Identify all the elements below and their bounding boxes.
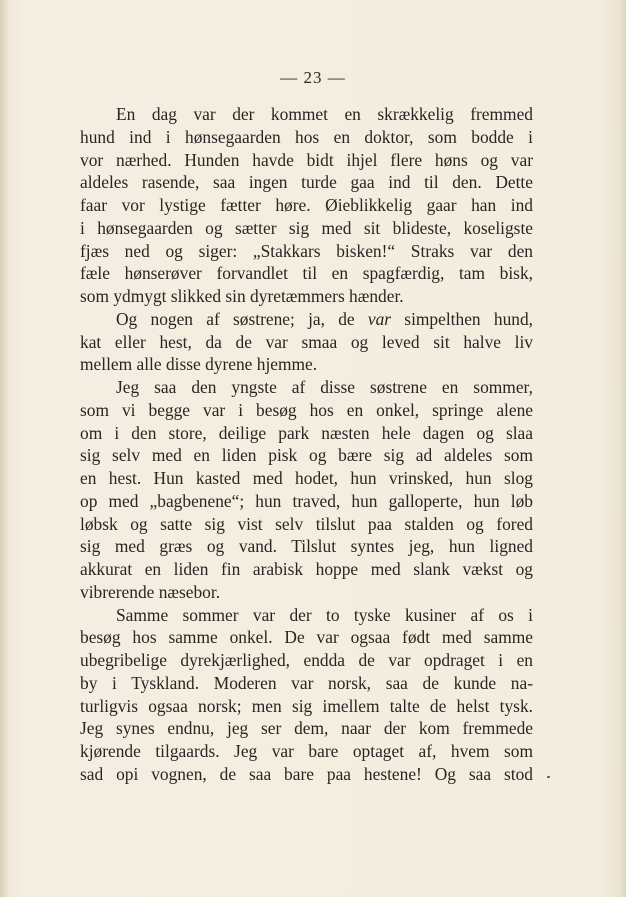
- text-line: en hest. Hun kasted med hodet, hun vrinsked, hun slog: [80, 468, 533, 488]
- text-line: akkurat en liden fin arabisk hoppe med slank vækst og: [80, 559, 533, 579]
- text-line: faar vor lystige fætter høre. Øieblikkelig gaar han ind: [80, 195, 533, 215]
- text-line: fjæs ned og siger: „Stakkars bisken!“ Straks var den: [80, 240, 533, 261]
- text-line: sig selv med en liden pisk og bære sig ad aldeles som: [80, 445, 533, 466]
- text-line: vibrerende næsebor.: [80, 581, 221, 602]
- text-line: by i Tyskland. Moderen var norsk, saa de kunde na-: [80, 672, 533, 693]
- ink-speck: [547, 776, 550, 778]
- text-line: op med „bagbenene“; hun traved, hun galloperte, hun løb: [80, 490, 533, 511]
- text-line: vor nærhed. Hunden havde bidt ihjel flere høns og var: [80, 149, 533, 170]
- text-line: i hønsegaarden og sætter sig med sit blideste, koseligste: [80, 217, 533, 238]
- text-fragment: simpelthen hund,: [391, 308, 533, 329]
- text-line: Jeg saa den yngste af disse søstrene en sommer,: [116, 377, 533, 397]
- text-line: om i den store, deilige park næsten hele dagen og slaa: [80, 422, 533, 443]
- page-left-edge: [0, 0, 9, 897]
- text-line: mellem alle disse dyrene hjemme.: [80, 354, 318, 375]
- body-text: [80, 103, 533, 786]
- text-fragment: Og nogen af søstrene; ja, de: [116, 308, 368, 329]
- text-line: hund ind i hønsegaarden hos en doktor, som bodde i: [80, 126, 533, 147]
- page-right-edge: [620, 0, 626, 897]
- page-number: — 23 —: [280, 68, 346, 87]
- text-line: Jeg synes endnu, jeg ser dem, naar der kom fremmede: [80, 718, 533, 739]
- text-line: En dag var der kommet en skrækkelig fremmed: [116, 104, 533, 124]
- text-line: som vi begge var i besøg hos en onkel, springe alene: [80, 399, 533, 420]
- text-line: kat eller hest, da de var smaa og leved sit halve liv: [80, 331, 533, 352]
- text-line: løbsk og satte sig vist selv tilslut paa stalden og fored: [80, 513, 533, 534]
- text-line: aldeles rasende, saa ingen turde gaa ind til den. Dette: [80, 172, 533, 193]
- text-line: [80, 308, 533, 331]
- text-line: Samme sommer var der to tyske kusiner af os i: [116, 604, 533, 625]
- text-line: turligvis ogsaa norsk; men sig imellem talte de helst tysk.: [80, 695, 533, 716]
- text-line: besøg hos samme onkel. De var ogsaa født med samme: [80, 627, 533, 648]
- text-line: fæle hønserøver forvandlet til en spagfærdig, tam bisk,: [80, 263, 533, 284]
- text-line: kjørende tilgaards. Jeg var bare optaget af, hvem som: [80, 741, 533, 761]
- text-line: ubegribelige dyrekjærlighed, endda de var opdraget i en: [80, 650, 533, 670]
- text-line: som ydmygt slikked sin dyretæmmers hænder.: [80, 286, 404, 306]
- emphasized-word: var: [367, 308, 392, 329]
- text-line: sig med græs og vand. Tilslut syntes jeg, hun ligned: [80, 536, 533, 557]
- text-line: sad opi vognen, de saa bare paa hestene! Og saa stod: [80, 763, 533, 784]
